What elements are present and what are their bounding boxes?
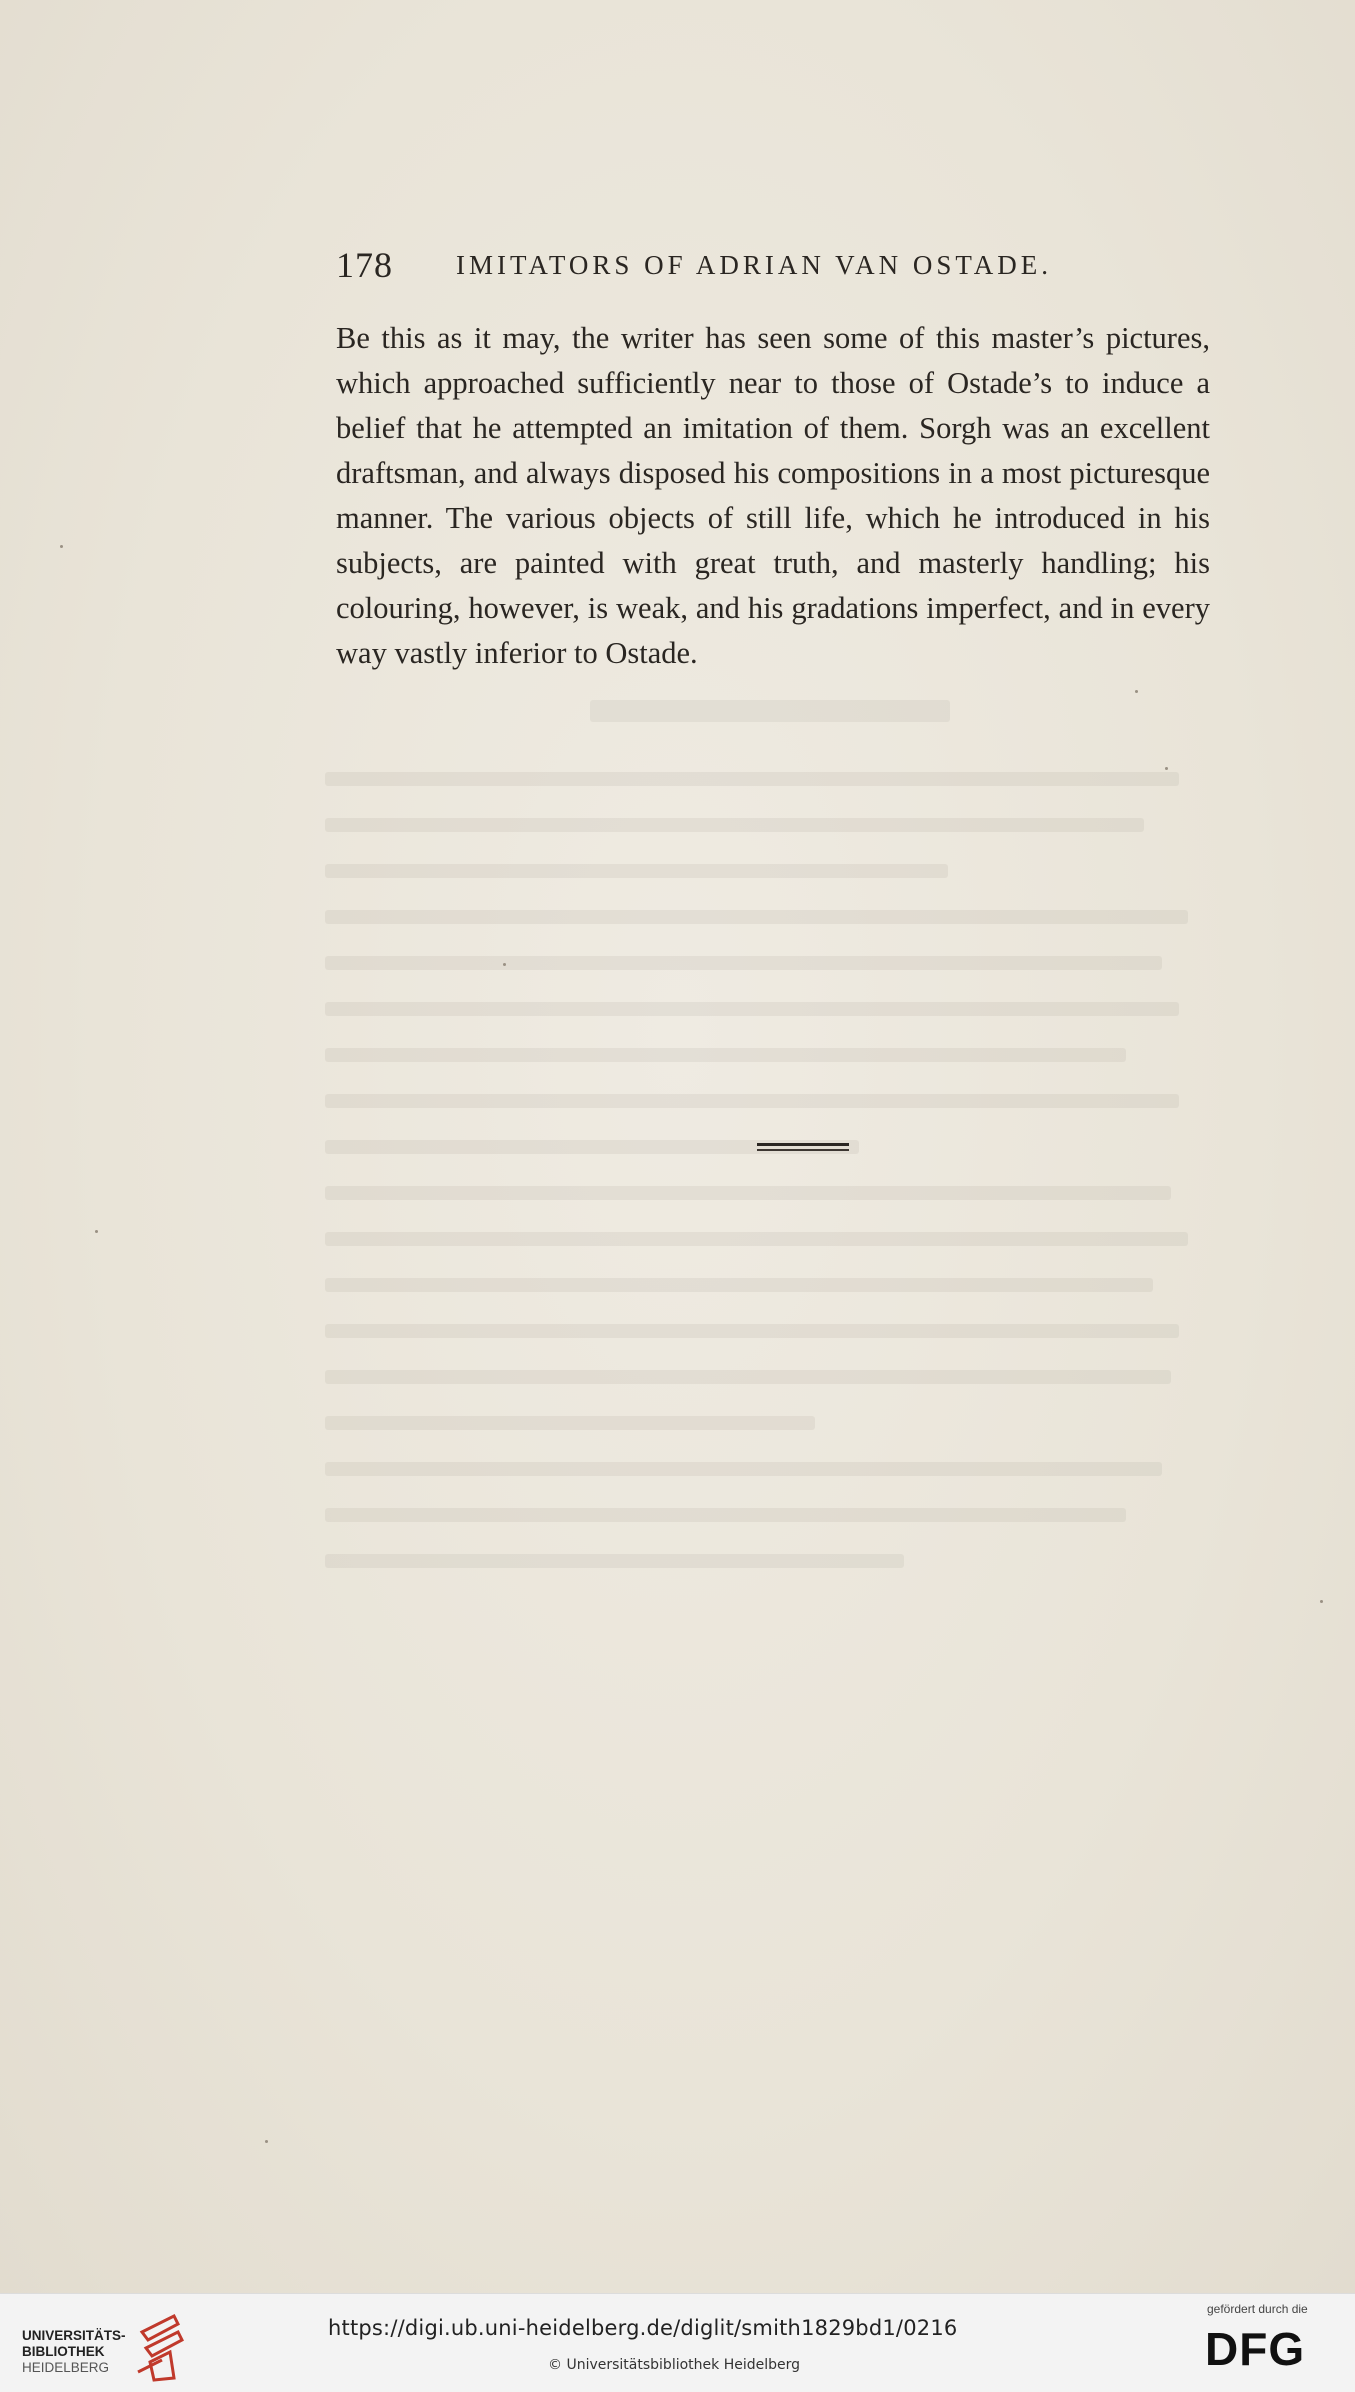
institution-line-2: BIBLIOTHEK (22, 2344, 105, 2359)
show-through-text (325, 700, 1215, 1900)
institution-line-1: UNIVERSITÄTS- (22, 2328, 126, 2343)
copyright-notice: © Universitätsbibliothek Heidelberg (548, 2357, 801, 2373)
body-paragraph: Be this as it may, the writer has seen some of this master’s pictures, which approached sufficiently near to those of Ostade’s to induce a belief that he attempted an imitation of them. Sorgh was an excellent draftsman, and always disposed his compositions in a most picturesque manner. The various objects of still life, which he introduced in his subjects, are painted with great truth, and masterly handling; his colouring, however, is weak, and his gradations imperfect, and in every way vastly inferior to Ostade. (336, 321, 1210, 670)
dfg-logo[interactable]: DFG (1205, 2323, 1306, 2375)
university-name (22, 2328, 126, 2376)
permalink-url[interactable]: https://digi.ub.uni-heidelberg.de/diglit/smith1829bd1/0216 (328, 2316, 958, 2340)
library-emblem-icon (134, 2312, 194, 2382)
university-library-logo[interactable] (14, 2310, 199, 2382)
section-rule (757, 1143, 849, 1146)
page-number: 178 (336, 245, 393, 285)
footer-bar (0, 2293, 1355, 2392)
running-header (336, 244, 1216, 294)
running-title: IMITATORS OF ADRIAN VAN OSTADE. (456, 250, 1052, 280)
funding-label: gefördert durch die (1207, 2302, 1308, 2316)
institution-line-3: HEIDELBERG (22, 2360, 110, 2375)
section-rule-lower (757, 1149, 849, 1151)
